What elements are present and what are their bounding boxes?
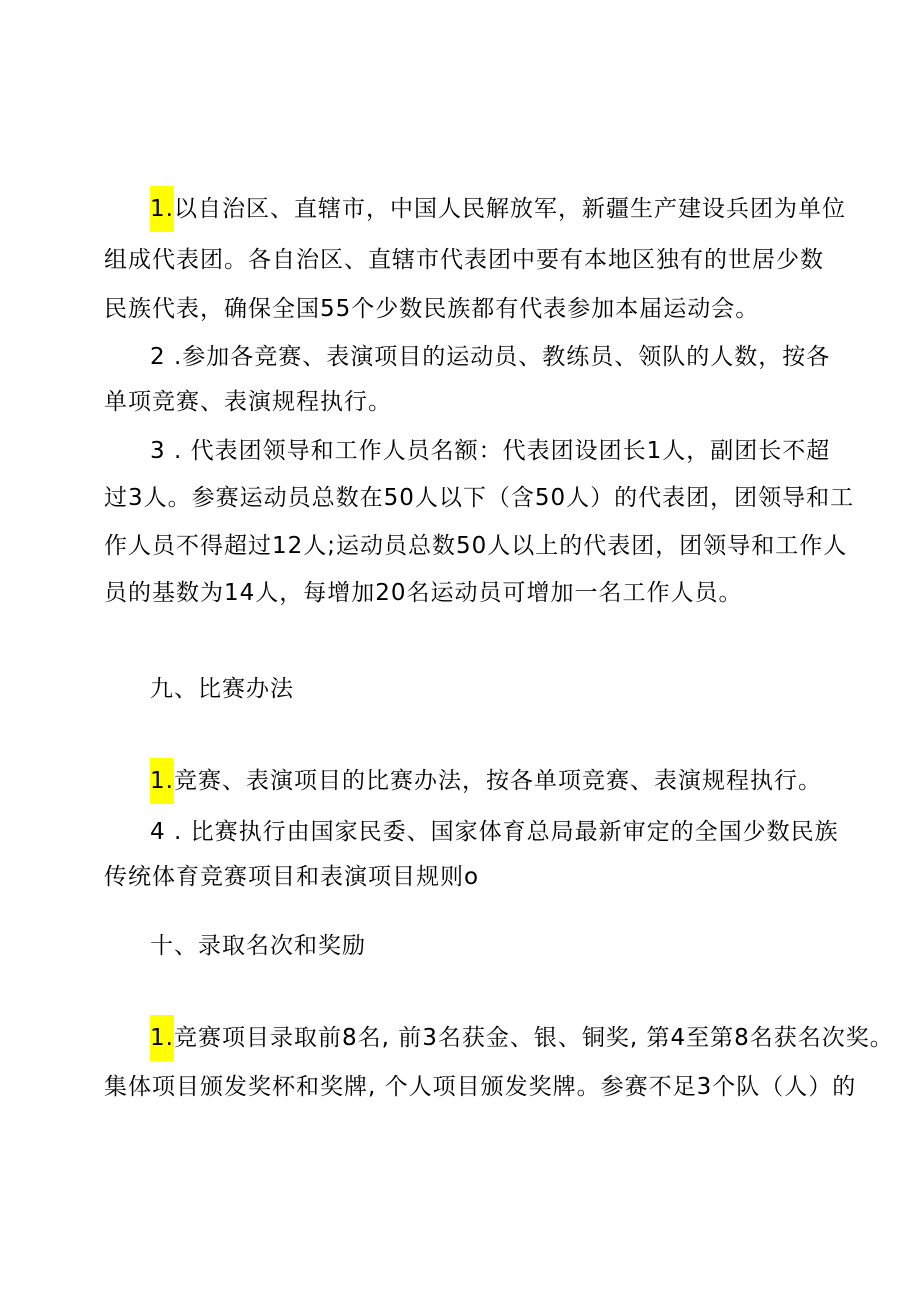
- s8-item1-line2: 组成代表团。各自治区、直辖市代表团中要有本地区独有的世居少数: [104, 247, 824, 273]
- s9-heading: 九、比赛办法: [150, 676, 294, 702]
- item-number-highlight: 1.: [150, 1015, 174, 1061]
- s8-item3-line1: 3 . 代表团领导和工作人员名额：代表团设团长1人，副团长不超: [150, 438, 831, 464]
- item-number-highlight: 1.: [150, 758, 174, 804]
- s8-item3-line3: 作人员不得超过12人;运动员总数50人以上的代表团，团领导和工作人: [104, 533, 848, 559]
- s8-item3-line4: 员的基数为14人，每增加20名运动员可增加一名工作人员。: [104, 580, 743, 606]
- s9-item4-line1: 4 . 比赛执行由国家民委、国家体育总局最新审定的全国少数民族: [150, 819, 839, 845]
- s8-item2-line2: 单项竞赛、表演规程执行。: [104, 389, 392, 415]
- s8-item2-line1: 2 .参加各竞赛、表演项目的运动员、教练员、领队的人数，按各: [150, 344, 831, 370]
- s10-heading: 十、录取名次和奖励: [150, 933, 366, 959]
- s9-item4-line2: 传统体育竞赛项目和表演项目规则o: [104, 864, 480, 890]
- s10-item1-line1: 1.竞赛项目录取前8名, 前3名获金、银、铜奖, 第4至第8名获名次奖。: [150, 1021, 894, 1055]
- item-number-highlight: 1.: [150, 186, 174, 232]
- s8-item1-line3: 民族代表，确保全国55个少数民族都有代表参加本届运动会。: [104, 296, 760, 322]
- s8-item1-line1: 1.以自治区、直辖市，中国人民解放军，新疆生产建设兵团为单位: [150, 192, 846, 226]
- s10-item1-line2: 集体项目颁发奖杯和奖牌, 个人项目颁发奖牌。参赛不足3个队（人）的: [104, 1074, 857, 1100]
- s8-item3-line2: 过3人。参赛运动员总数在50人以下（含50人）的代表团，团领导和工: [104, 485, 855, 511]
- s9-item1-line1: 1.竞赛、表演项目的比赛办法，按各单项竞赛、表演规程执行。: [150, 764, 822, 798]
